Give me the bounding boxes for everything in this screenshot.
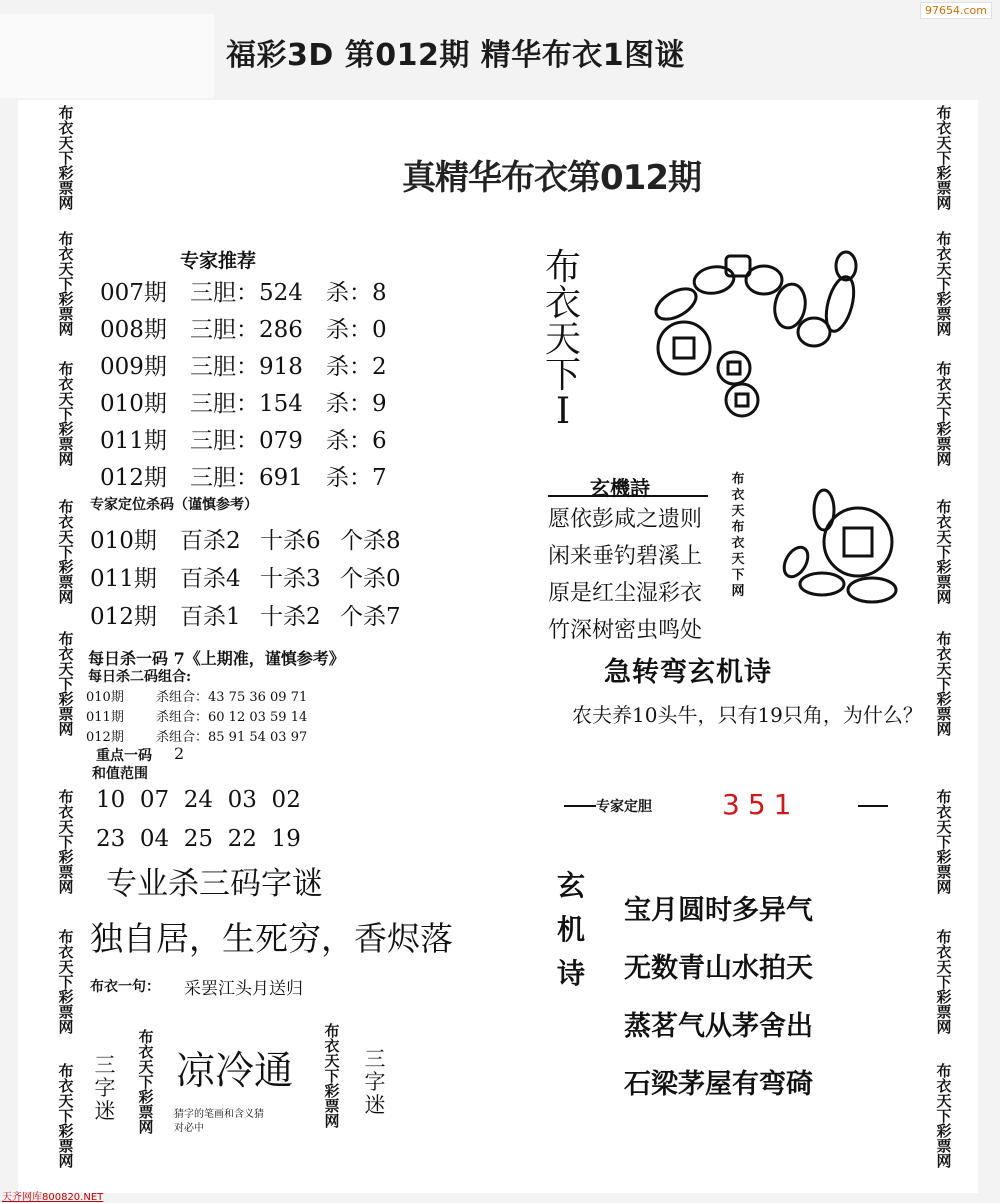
watermark-char: 布 (936, 104, 952, 122)
site-watermark-tag[interactable]: 97654.com (920, 2, 992, 19)
xuanji-label-char: 玄 (556, 869, 585, 902)
three-word-answer: 凉冷通 (176, 1049, 294, 1094)
pk-period: 010期 (90, 528, 157, 554)
xuanji-label-char: 机 (556, 913, 585, 946)
xuanji-line: 无数青山水拍天 (624, 953, 813, 984)
pk-units: 个杀0 (340, 566, 401, 592)
brand-vertical-text (540, 247, 586, 432)
header-blank-panel (0, 14, 214, 98)
left-watermark-7 (54, 1064, 78, 1169)
expert-dan: 三胆：524 (190, 280, 303, 306)
left-watermark-3 (54, 500, 78, 605)
expert-kill: 杀：8 (326, 280, 387, 306)
watermark-char: 布 (936, 788, 952, 806)
watermark-char: 布 (58, 1062, 74, 1080)
watermark-char: 衣 (936, 375, 952, 393)
watermark-char: 下 (58, 833, 74, 851)
xuanji-line: 蒸茗气从茅舍出 (624, 1011, 813, 1042)
pk-hundreds: 百杀1 (180, 604, 241, 630)
brand-char: 下 (544, 355, 581, 396)
watermark-char: 下 (58, 149, 74, 167)
watermark-char: 天 (936, 390, 952, 408)
right-watermark-0 (932, 106, 956, 211)
poem-heading-rule (548, 495, 708, 497)
expert-kill: 杀：6 (326, 428, 387, 454)
daily-period: 012期 (86, 730, 124, 745)
watermark-char: 票 (936, 435, 952, 453)
watermark-char: 网 (58, 1152, 74, 1170)
watermark-char: 彩 (936, 420, 952, 438)
watermark-char: 票 (324, 1097, 340, 1115)
watermark-char: 网 (936, 878, 952, 896)
watermark-char: 布 (936, 630, 952, 648)
key-code-value: 2 (174, 744, 185, 763)
watermark-char: 衣 (936, 645, 952, 663)
xuanji-label-char: 诗 (556, 957, 585, 990)
watermark-char: 彩 (936, 290, 952, 308)
daily-period: 011期 (86, 710, 124, 725)
mid-watermark-1 (134, 1030, 158, 1135)
poem-line: 竹深树密虫鸣处 (548, 618, 703, 643)
poem-side-char: 衣 (731, 488, 745, 503)
brand-char: 天 (544, 319, 581, 360)
watermark-char: 布 (58, 788, 74, 806)
xuanji-line: 石梁茅屋有弯碕 (624, 1069, 813, 1100)
poem-side-watermark (726, 472, 750, 600)
watermark-char: 下 (936, 405, 952, 423)
watermark-char: 网 (936, 588, 952, 606)
watermark-char: 网 (936, 194, 952, 212)
watermark-char: 票 (58, 573, 74, 591)
brand-char: 衣 (544, 283, 581, 324)
watermark-char: 天 (58, 1092, 74, 1110)
three-word-char: 迷 (94, 1099, 116, 1123)
left-watermark-6 (54, 930, 78, 1035)
watermark-char: 彩 (58, 290, 74, 308)
daily-combo-heading: 每日杀二码组合: (88, 669, 192, 685)
expert-dan: 三胆：918 (190, 354, 303, 380)
watermark-char: 衣 (58, 803, 74, 821)
watermark-char: 衣 (58, 245, 74, 263)
watermark-char: 网 (936, 320, 952, 338)
watermark-char: 网 (58, 1018, 74, 1036)
poem-line: 原是红尘湿彩衣 (548, 581, 703, 606)
watermark-char: 下 (58, 675, 74, 693)
watermark-char: 下 (936, 149, 952, 167)
watermark-char: 天 (936, 958, 952, 976)
sum-range-line-1: 10 07 24 03 02 (96, 787, 301, 813)
watermark-char: 布 (138, 1028, 154, 1046)
right-watermark-6 (932, 930, 956, 1035)
expert-period: 012期 (100, 465, 167, 491)
key-code-label: 重点一码 (96, 748, 152, 764)
watermark-char: 布 (58, 360, 74, 378)
watermark-char: 布 (936, 498, 952, 516)
left-watermark-2 (54, 362, 78, 467)
watermark-char: 下 (936, 973, 952, 991)
watermark-char: 彩 (936, 1122, 952, 1140)
watermark-char: 天 (58, 260, 74, 278)
expert-period: 009期 (100, 354, 167, 380)
poem-side-char: 衣 (731, 536, 745, 551)
watermark-char: 彩 (936, 558, 952, 576)
expert-dan: 三胆：691 (190, 465, 303, 491)
watermark-char: 彩 (58, 420, 74, 438)
watermark-char: 布 (324, 1022, 340, 1040)
watermark-char: 彩 (138, 1088, 154, 1106)
watermark-char: 衣 (936, 803, 952, 821)
expert-period: 008期 (100, 317, 167, 343)
turn-poem-heading: 急转弯玄机诗 (604, 657, 772, 688)
pk-hundreds: 百杀2 (180, 528, 241, 554)
watermark-char: 天 (936, 660, 952, 678)
watermark-char: 彩 (58, 988, 74, 1006)
expert-kill: 杀：9 (326, 391, 387, 417)
right-watermark-3 (932, 500, 956, 605)
watermark-char: 天 (58, 660, 74, 678)
watermark-char: 布 (936, 360, 952, 378)
watermark-char: 布 (58, 230, 74, 248)
right-watermark-1 (932, 232, 956, 337)
watermark-char: 布 (936, 1062, 952, 1080)
poem-heading: 玄機詩 (590, 476, 650, 500)
watermark-char: 网 (936, 1018, 952, 1036)
brand-char: 布 (544, 247, 581, 288)
right-watermark-7 (932, 1064, 956, 1169)
three-word-char: 三 (94, 1053, 116, 1077)
watermark-char: 衣 (936, 513, 952, 531)
watermark-char: 下 (58, 973, 74, 991)
watermark-char: 下 (936, 275, 952, 293)
watermark-char: 网 (324, 1112, 340, 1130)
three-word-char: 字 (94, 1076, 116, 1100)
watermark-char: 网 (58, 588, 74, 606)
watermark-char: 网 (58, 194, 74, 212)
watermark-char: 天 (58, 528, 74, 546)
three-word-label-left (90, 1054, 120, 1123)
watermark-char: 衣 (936, 1077, 952, 1095)
watermark-char: 衣 (58, 645, 74, 663)
watermark-char: 票 (58, 1137, 74, 1155)
watermark-char: 衣 (58, 513, 74, 531)
poem-side-char: 下 (731, 568, 745, 583)
riddle-line-text: 采罢江头月送归 (184, 979, 303, 999)
daily-combo: 杀组合：85 91 54 03 97 (156, 730, 308, 745)
daily-combo: 杀组合：43 75 36 09 71 (156, 690, 308, 705)
daily-kill-heading: 每日杀一码 7《上期准，谨慎参考》 (88, 649, 345, 668)
watermark-char: 下 (936, 833, 952, 851)
brand-char: I (555, 391, 571, 432)
watermark-char: 天 (58, 818, 74, 836)
watermark-char: 网 (58, 320, 74, 338)
expert-dan-label: 专家定胆 (596, 799, 652, 815)
watermark-char: 下 (58, 275, 74, 293)
watermark-char: 票 (936, 863, 952, 881)
watermark-char: 票 (58, 863, 74, 881)
expert-heading: 专家推荐 (180, 250, 257, 272)
watermark-char: 网 (58, 878, 74, 896)
watermark-char: 天 (936, 134, 952, 152)
left-watermark-1 (54, 232, 78, 337)
watermark-char: 下 (58, 543, 74, 561)
watermark-char: 彩 (936, 690, 952, 708)
dan-rule-right (858, 805, 888, 807)
watermark-char: 天 (936, 1092, 952, 1110)
pk-period: 011期 (90, 566, 157, 592)
watermark-char: 票 (936, 179, 952, 197)
watermark-char: 票 (936, 705, 952, 723)
watermark-char: 天 (58, 134, 74, 152)
expert-kill: 杀：2 (326, 354, 387, 380)
expert-dan: 三胆：079 (190, 428, 303, 454)
watermark-char: 布 (58, 630, 74, 648)
daily-combo: 杀组合：60 12 03 59 14 (156, 710, 308, 725)
right-watermark-4 (932, 632, 956, 737)
three-word-label-right (360, 1048, 390, 1117)
watermark-char: 下 (936, 1107, 952, 1125)
watermark-char: 网 (936, 450, 952, 468)
three-word-char: 迷 (364, 1093, 386, 1117)
watermark-char: 彩 (58, 558, 74, 576)
watermark-char: 彩 (58, 1122, 74, 1140)
page-header (0, 0, 1000, 100)
poem-line: 闲来垂钓碧溪上 (548, 544, 703, 569)
watermark-char: 衣 (936, 119, 952, 137)
watermark-char: 彩 (58, 690, 74, 708)
three-word-note: 猜字的笔画和含义猜 对必中 (174, 1109, 264, 1134)
expert-dan: 三胆：286 (190, 317, 303, 343)
three-word-char: 字 (364, 1070, 386, 1094)
watermark-char: 衣 (58, 1077, 74, 1095)
sum-range-line-2: 23 04 25 22 19 (96, 826, 301, 852)
left-watermark-5 (54, 790, 78, 895)
coin-chain-small-icon (774, 486, 914, 610)
pk-tens: 十杀6 (260, 528, 321, 554)
poem-side-char: 布 (731, 472, 745, 487)
watermark-char: 彩 (936, 164, 952, 182)
expert-dan-value: 351 (722, 788, 800, 821)
watermark-char: 票 (936, 305, 952, 323)
page-title: 福彩3D 第012期 精华布衣1图谜 (226, 38, 686, 73)
poem-side-char: 布 (731, 520, 745, 535)
poem-line: 愿依彭咸之遗则 (548, 507, 703, 532)
watermark-char: 彩 (324, 1082, 340, 1100)
watermark-char: 票 (58, 179, 74, 197)
watermark-char: 票 (138, 1103, 154, 1121)
watermark-char: 天 (936, 528, 952, 546)
riddle-text: 独自居，生死穷，香烬落 (90, 919, 453, 958)
sum-range-label: 和值范围 (92, 766, 148, 782)
coin-chain-icon (640, 244, 870, 424)
expert-period: 007期 (100, 280, 167, 306)
three-word-char: 三 (364, 1047, 386, 1071)
watermark-char: 衣 (58, 375, 74, 393)
watermark-char: 票 (58, 1003, 74, 1021)
pk-units: 个杀7 (340, 604, 401, 630)
footer-site-tag[interactable]: 天齐网库800820.NET (2, 1192, 104, 1203)
watermark-char: 下 (936, 675, 952, 693)
poem-side-char: 网 (731, 584, 745, 599)
poem-side-char: 天 (731, 504, 745, 519)
watermark-char: 网 (58, 450, 74, 468)
watermark-char: 衣 (58, 119, 74, 137)
watermark-char: 下 (324, 1067, 340, 1085)
expert-kill: 杀：0 (326, 317, 387, 343)
watermark-char: 布 (58, 498, 74, 516)
position-kill-heading: 专家定位杀码（谨慎参考） (90, 497, 258, 513)
expert-dan: 三胆：154 (190, 391, 303, 417)
watermark-char: 布 (58, 928, 74, 946)
watermark-char: 衣 (324, 1037, 340, 1055)
watermark-char: 天 (936, 818, 952, 836)
pk-tens: 十杀3 (260, 566, 321, 592)
watermark-char: 票 (936, 1003, 952, 1021)
watermark-char: 网 (138, 1118, 154, 1136)
watermark-char: 天 (324, 1052, 340, 1070)
xuanji-label (554, 864, 588, 996)
watermark-char: 衣 (936, 943, 952, 961)
watermark-char: 天 (936, 260, 952, 278)
watermark-char: 衣 (58, 943, 74, 961)
riddle-heading: 专业杀三码字谜 (106, 866, 323, 902)
daily-period: 010期 (86, 690, 124, 705)
watermark-char: 衣 (138, 1043, 154, 1061)
watermark-char: 票 (58, 705, 74, 723)
watermark-char: 天 (138, 1058, 154, 1076)
turn-poem-text: 农夫养10头牛，只有19只角，为什么？ (572, 703, 923, 727)
watermark-char: 彩 (58, 164, 74, 182)
expert-period: 010期 (100, 391, 167, 417)
pk-hundreds: 百杀4 (180, 566, 241, 592)
left-watermark-0 (54, 106, 78, 211)
watermark-char: 网 (936, 1152, 952, 1170)
watermark-char: 衣 (936, 245, 952, 263)
watermark-char: 布 (58, 104, 74, 122)
mid-watermark-2 (320, 1024, 344, 1129)
watermark-char: 下 (58, 405, 74, 423)
expert-period: 011期 (100, 428, 167, 454)
pk-units: 个杀8 (340, 528, 401, 554)
watermark-char: 网 (58, 720, 74, 738)
watermark-char: 下 (138, 1073, 154, 1091)
watermark-char: 票 (58, 435, 74, 453)
right-watermark-2 (932, 362, 956, 467)
sheet-title: 真精华布衣第012期 (402, 158, 701, 198)
watermark-char: 下 (936, 543, 952, 561)
watermark-char: 布 (936, 230, 952, 248)
left-watermark-4 (54, 632, 78, 737)
pk-period: 012期 (90, 604, 157, 630)
watermark-char: 网 (936, 720, 952, 738)
xuanji-line: 宝月圆时多异气 (624, 895, 813, 926)
poem-side-char: 天 (731, 552, 745, 567)
riddle-line-label: 布衣一句： (90, 979, 160, 995)
watermark-char: 彩 (936, 988, 952, 1006)
watermark-char: 彩 (936, 848, 952, 866)
watermark-char: 票 (936, 1137, 952, 1155)
watermark-char: 布 (936, 928, 952, 946)
watermark-char: 天 (58, 958, 74, 976)
watermark-char: 票 (936, 573, 952, 591)
watermark-char: 下 (58, 1107, 74, 1125)
watermark-char: 天 (58, 390, 74, 408)
watermark-char: 彩 (58, 848, 74, 866)
pk-tens: 十杀2 (260, 604, 321, 630)
watermark-char: 票 (58, 305, 74, 323)
right-watermark-5 (932, 790, 956, 895)
expert-kill: 杀：7 (326, 465, 387, 491)
dan-rule-left (564, 805, 596, 807)
